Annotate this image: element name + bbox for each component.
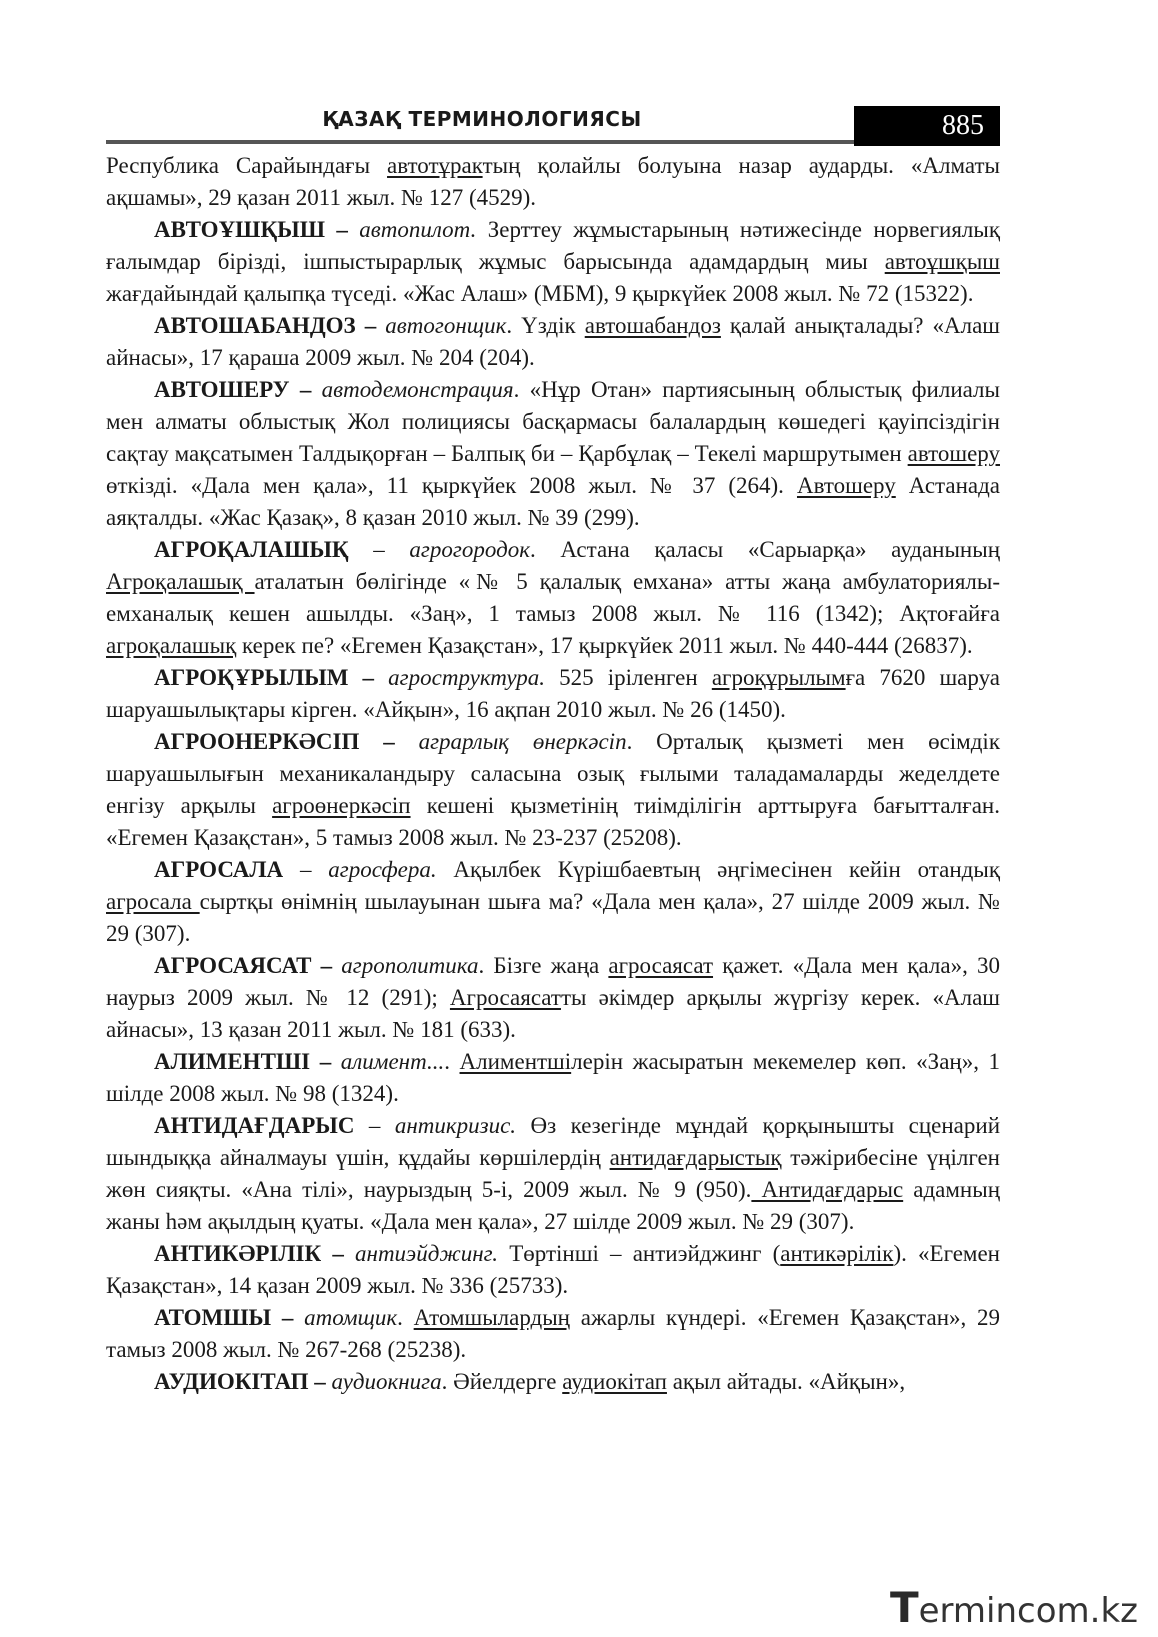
entry-russian: агросфера. [328,857,437,882]
entry-agrosayasat: АГРОСАЯСАТ – агрополитика. Бізге жаңа агросаясат қажет. «Дала мен қала», 30 наурыз 2009 жыл. № 12 (291); Агросаясатты әкімдер арқылы жүргізу керек. «Алаш айнасы», 13 қазан 2011 жыл. № 181 (633). [106,953,1000,1042]
site-watermark: Termincom.kz [889,1583,1138,1632]
entry-russian: автогонщик [385,313,507,338]
header-rule [106,140,858,144]
entry-audiokitap: АУДИОКІТАП – аудиокнига. Әйелдерге аудиокітап ақыл айтады. «Айқын», [154,1369,906,1394]
entry-term: АНТИДАҒДАРЫС [154,1113,355,1138]
running-title: ҚАЗАҚ ТЕРМИНОЛОГИЯСЫ [322,107,642,131]
entry-avtoshabandoz: АВТОШАБАНДОЗ – автогонщик. Үздік автошабандоз қалай анықталады? «Алаш айнасы», 17 қараша 2009 жыл. № 204 (204). [106,313,1001,370]
entry-term: АГРООНЕРКӘСІП [154,729,360,754]
entry-term: АГРОСАЛА [154,857,284,882]
entry-russian: антиэйджинг. [355,1241,499,1266]
entry-russian: аграрлық өнеркәсіп [418,729,627,754]
entry-term: АГРОҚҰРЫЛЫМ [154,665,349,690]
page-number: 885 [854,106,1000,146]
page-header [106,106,1000,146]
entry-term: АГРОҚАЛАШЫҚ [154,537,349,562]
entry-term: АЛИМЕНТШІ [154,1049,311,1074]
entry-russian: атомщик [304,1305,398,1330]
entry-russian: алимент... [340,1049,445,1074]
entry-russian: агроструктура. [388,665,546,690]
entry-russian: автодемонстрация [321,377,514,402]
entry-term: АВТОШАБАНДОЗ [154,313,356,338]
entry-term: АНТИКӘРІЛІК [154,1241,322,1266]
entry-agroonerkasip: АГРООНЕРКӘСІП – аграрлық өнеркәсіп. Орталық қызметі мен өсімдік шаруашылығын механикаландыру саласына озық ғылыми таладамаларды жеделдете енгізу арқылы агроөнеркәсіп кешені қызметінің тиімділігін арттыруға бағытталған. «Егемен Қазақстан», 5 тамыз 2008 жыл. № 23-237 (25208). [106,729,1000,850]
entry-antidagdarys: АНТИДАҒДАРЫС – антикризис. Өз кезегінде мұндай қорқынышты сценарий шындыққа айналмауы үшін, құдайы көршілердің антидағдарыстық тәжірибесіне үңілген жөн сияқты. «Ана тілі», наурыздың 5-і, 2009 жыл. № 9 (950). Антидағдарыс адамның жаны һәм ақылдың қуаты. «Дала мен қала», 27 шілде 2009 жыл. № 29 (307). [106,1113,1000,1234]
entry-agrokurylym: АГРОҚҰРЫЛЫМ – агроструктура. 525 іріленген агроқұрылымға 7620 шаруа шаруашылықтары кірген. «Айқын», 16 ақпан 2010 жыл. № 26 (1450). [106,665,1000,722]
entry-russian: аудиокнига [331,1369,442,1394]
entry-russian: автопилот. [359,217,477,242]
entry-russian: агрополитика [341,953,479,978]
entry-term: АГРОСАЯСАТ [154,953,312,978]
entry-avtosheru: АВТОШЕРУ – автодемонстрация. «Нұр Отан» партиясының облыстық филиалы мен алматы облыстық Жол полициясы басқармасы балалардың көшедегі қауіпсіздігін сақтау мақсатымен Талдықорған – Балпық би – Қарбұлақ – Текелі маршрутымен автошеру өткізді. «Дала мен қала», 11 қыркүйек 2008 жыл. № 37 (264). Автошеру Астанада аяқталды. «Жас Қазақ», 8 қазан 2010 жыл. № 39 (299). [106,377,1001,530]
entry-atomshy: АТОМШЫ – атомщик. Атомшылардың ажарлы күндері. «Егемен Қазақстан», 29 тамыз 2008 жыл. № 267-268 (25238). [106,1305,1001,1362]
entry-avtoushkysh: АВТОҰШҚЫШ – автопилот. Зерттеу жұмыстарының нәтижесінде норвегиялық ғалымдар бірізді, ішпыстырарлық жұмыс барысында адамдардың миы автоұшқыш жағдайындай қалыпқа түседі. «Жас Алаш» (МБМ), 9 қыркүйек 2008 жыл. № 72 (15322). [106,217,1001,306]
entry-antikarilik: АНТИКӘРІЛІК – антиэйджинг. Төртінші – антиэйджинг (антикәрілік). «Егемен Қазақстан», 14 қазан 2009 жыл. № 336 (25733). [106,1241,1000,1298]
entry-term: АВТОҰШҚЫШ [154,217,325,242]
entry-term: АВТОШЕРУ [154,377,290,402]
entry-agrosala: АГРОСАЛА – агросфера. Ақылбек Күрішбаевтың әңгімесінен кейін отандық агросала сыртқы өнімнің шылауынан шыға ма? «Дала мен қала», 27 шілде 2009 жыл. № 29 (307). [106,857,1001,946]
entry-russian: антикризис. [394,1113,517,1138]
entry-russian: агрогородок [409,537,530,562]
entry-alimentshi: АЛИМЕНТШІ – алимент.... Алиментшілерін жасыратын мекемелер көп. «Заң», 1 шілде 2008 жыл. № 98 (1324). [106,1049,1001,1106]
entry-term: АУДИОКІТАП [154,1369,309,1394]
entry-term: АТОМШЫ [154,1305,272,1330]
continuation-paragraph: Республика Сарайындағы автотұрактың қолайлы болуына назар аударды. «Алматы ақшамы», 29 қазан 2011 жыл. № 127 (4529). [106,153,1000,210]
dictionary-body [106,150,1000,1398]
entry-agrokalashyk: АГРОҚАЛАШЫҚ – агрогородок. Астана қаласы «Сарыарқа» ауданының Агроқалашық аталатын бөлігінде «№ 5 қалалық емхана» атты жаңа амбулаториялы-емханалық кешен ашылды. «Заң», 1 тамыз 2008 жыл. № 116 (1342); Ақтоғайға агроқалашық керек пе? «Егемен Қазақстан», 17 қыркүйек 2011 жыл. № 440-444 (26837). [106,537,1000,658]
